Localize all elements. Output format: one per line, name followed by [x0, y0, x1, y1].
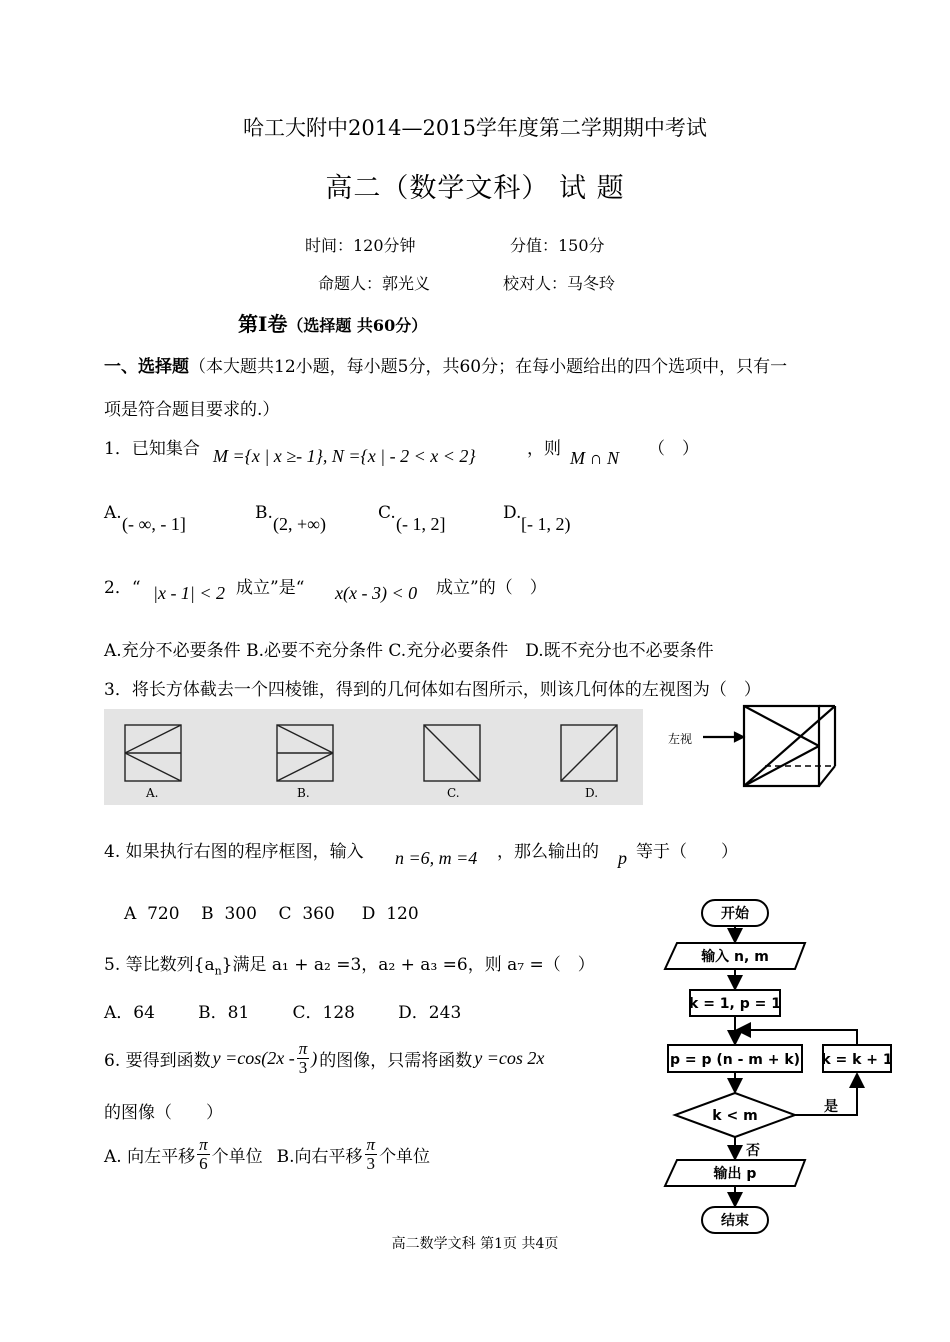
q1-opt-d-value: [- 1, 2) — [521, 514, 571, 534]
q3-solid-figure — [665, 700, 850, 800]
section-note: （选择题 共60分） — [287, 316, 428, 335]
fc-yes-text: 是 — [824, 1099, 838, 1115]
q6-opt-a-post: 个单位 — [211, 1146, 263, 1167]
q1-stem: 1．已知集合 — [104, 439, 200, 459]
q1-opt-d-label: D. — [503, 503, 522, 523]
view-b-diag2 — [277, 753, 333, 781]
exam-author: 命题人：郭光义 — [318, 274, 431, 293]
q4-input: n =6, m =4 — [395, 848, 478, 868]
q6-opt-b-pre: B.向右平移 — [276, 1146, 363, 1167]
q5-rest: }满足 a₁ + a₂ =3，a₂ + a₃ =6，则 a₇ =（ ） — [221, 955, 595, 975]
fc-no-text: 否 — [746, 1143, 760, 1159]
q6-opt-a-num: π — [199, 1135, 208, 1154]
q6-frac-num: π — [298, 1039, 308, 1058]
q2-cond1: |x - 1| < 2 — [153, 583, 226, 603]
q1-sets: M ={x | x ≥- 1}, N ={x | - 2 < x < 2} — [213, 446, 476, 466]
q5-stem-row — [104, 950, 595, 977]
fc-update-text: p = p (n - m + k) — [669, 1052, 801, 1068]
part1-label: 一、选择题 — [104, 357, 189, 377]
q3-views-svg — [104, 709, 643, 805]
q3-options-figure — [104, 709, 643, 805]
part1-instructions — [104, 352, 787, 377]
q1-then: ，则 — [527, 439, 561, 459]
q5-options: A．64 B．81 C．128 D．243 — [104, 1003, 462, 1023]
view-a-diag1 — [125, 725, 181, 753]
fc-incr-text: k = k + 1 — [821, 1052, 893, 1068]
section-title: 第Ⅰ卷 — [238, 312, 288, 336]
q6-line2: 的图像（ ） — [104, 1103, 223, 1123]
view-a-diag2 — [125, 753, 181, 781]
solid-bottom-right-edge — [819, 766, 835, 786]
fc-start-text: 开始 — [721, 906, 749, 922]
q4-end: 等于（ ） — [636, 842, 738, 862]
q3-opt-b-label: B. — [297, 786, 310, 800]
exam-proofreader: 校对人：马冬玲 — [503, 274, 616, 293]
q6-opt-b-frac — [365, 1136, 378, 1173]
part1-instr-line2: 项是符合题目要求的.） — [104, 400, 280, 420]
q1-expr: M ∩ N — [570, 448, 619, 468]
view-c-diag — [424, 725, 480, 781]
q1-opt-a-value: (- ∞, - 1] — [122, 514, 186, 534]
view-b-diag1 — [277, 725, 333, 753]
part1-instr-line1: （本大题共12小题，每小题5分，共60分；在每小题给出的四个选项中，只有一 — [189, 357, 788, 377]
q4-var: p — [618, 848, 627, 868]
q3-stem: 3．将长方体截去一个四棱锥，得到的几何体如右图所示，则该几何体的左视图为（ ） — [104, 680, 761, 700]
q6-frac-den: 3 — [298, 1057, 308, 1077]
q6-opt-b-num: π — [366, 1135, 376, 1154]
fc-arrow-loop — [737, 1030, 857, 1045]
q2-num: 2．“ — [104, 578, 141, 598]
solid-front-face — [744, 706, 819, 786]
q6-frac-pi-3 — [297, 1040, 310, 1077]
q3-solid-svg — [665, 700, 850, 800]
q6-opt-a-frac — [197, 1136, 210, 1173]
solid-diagonal-1 — [744, 706, 835, 786]
exam-score: 分值：150分 — [510, 236, 605, 255]
flowchart-svg — [655, 893, 895, 1243]
q6-opt-b-post: 个单位 — [379, 1146, 431, 1167]
q6-func2: y =cos 2x — [474, 1047, 545, 1068]
exam-time: 时间：120分钟 — [305, 236, 416, 255]
q1-paren: （ ） — [648, 439, 699, 459]
q5-stem: 5. 等比数列{a — [104, 955, 215, 975]
q1-opt-b-value: (2, +∞) — [273, 514, 326, 534]
q2-mid: 成立”是“ — [236, 578, 305, 598]
q2-cond2: x(x - 3) < 0 — [335, 583, 418, 603]
q2-end: 成立”的（ ） — [436, 578, 547, 598]
q1-opt-a-label: A. — [104, 503, 122, 523]
q4-mid: ，那么输出的 — [497, 842, 599, 862]
fc-input-text: 输入 n, m — [701, 949, 769, 965]
q1-opt-c-value: (- 1, 2] — [396, 514, 446, 534]
fc-init-text: k = 1, p = 1 — [689, 996, 781, 1012]
q6-opt-a-den: 6 — [199, 1153, 208, 1173]
q4-stem: 4. 如果执行右图的程序框图，输入 — [104, 842, 364, 862]
page-footer: 高二数学文科 第1页 共4页 — [391, 1236, 559, 1252]
view-arrow-head — [735, 733, 743, 741]
exam-title: 哈工大附中2014—2015学年度第二学期期中考试 — [243, 116, 707, 140]
q3-opt-d-label: D. — [585, 786, 599, 800]
q1-opt-b-label: B. — [255, 503, 273, 523]
q6-func1-a: y =cos(2x - — [212, 1047, 295, 1068]
q5-subscript: n — [214, 964, 222, 978]
q4-options: A 720 B 300 C 360 D 120 — [124, 904, 419, 924]
q3-opt-a-label: A. — [146, 786, 159, 800]
solid-diagonal-2 — [744, 706, 819, 746]
q6-stem-row — [104, 1040, 544, 1077]
view-d-diag — [561, 725, 617, 781]
exam-subtitle: 高二（数学文科） 试 题 — [325, 173, 625, 204]
fc-end-text: 结束 — [721, 1213, 749, 1229]
q6-options-row — [104, 1136, 430, 1173]
q6-mid: 的图像，只需将函数 — [319, 1050, 473, 1071]
q3-opt-c-label: C. — [447, 786, 460, 800]
q6-opt-b-den: 3 — [366, 1153, 376, 1173]
q1-opt-c-label: C. — [378, 503, 396, 523]
fc-cond-text: k < m — [712, 1108, 758, 1124]
left-view-label: 左视 — [668, 732, 693, 746]
q6-opt-a-pre: A. 向左平移 — [104, 1146, 196, 1167]
q6-func1-b: ) — [311, 1047, 318, 1068]
q2-options: A.充分不必要条件 B.必要不充分条件 C.充分必要条件 D.既不充分也不必要条件 — [104, 641, 714, 661]
fc-output-text: 输出 p — [713, 1166, 757, 1182]
section-heading — [238, 308, 427, 337]
q6-stem: 6. 要得到函数 — [104, 1050, 211, 1071]
flowchart — [655, 893, 895, 1243]
